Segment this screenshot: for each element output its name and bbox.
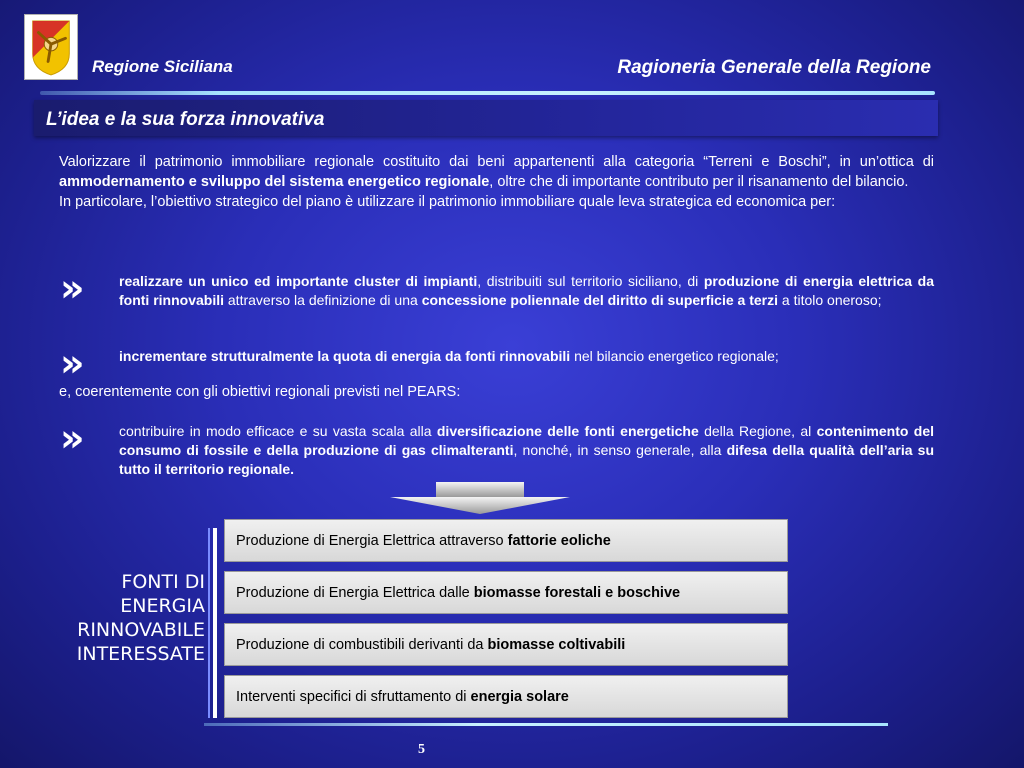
header-divider	[40, 91, 935, 95]
box-text: Produzione di combustibili derivanti da	[236, 637, 488, 653]
source-box-wind	[224, 519, 788, 562]
bullet-text-segment: della Regione, al	[698, 423, 817, 439]
bullet-emphasis: produzione di energia elettrica da fonti rinnovabili	[119, 273, 934, 308]
bullet-emphasis: contenimento del consumo di fossile e della produzione di gas climalteranti	[119, 423, 934, 458]
source-box-solar	[224, 675, 788, 718]
footer-divider	[204, 723, 888, 726]
double-chevron-icon: »	[60, 266, 79, 310]
bullet-text-segment: nel bilancio energetico regionale;	[570, 348, 779, 364]
double-chevron-icon: »	[60, 416, 79, 460]
intro-text-segment: , oltre che di importante contributo per il risanamento del bilancio.	[489, 174, 909, 190]
bullet-text-segment: , nonché, in senso generale, alla	[513, 442, 727, 458]
connector-text: e, coerentemente con gli obiettivi regionali previsti nel PEARS:	[59, 384, 461, 400]
bullet-text	[119, 422, 934, 479]
box-text: Produzione di Energia Elettrica dalle	[236, 585, 474, 601]
department-name: Ragioneria Generale della Regione	[617, 57, 931, 78]
bracket-divider	[208, 528, 210, 718]
box-emphasis: fattorie eoliche	[507, 533, 611, 549]
regione-siciliana-logo	[24, 14, 78, 80]
box-text: Produzione di Energia Elettrica attraverso	[236, 533, 508, 549]
bullet-text-segment: contribuire in modo efficace e su vasta scala alla	[119, 423, 437, 439]
label-line: ENERGIA	[120, 595, 205, 617]
renewable-sources-label	[50, 570, 205, 666]
label-line: RINNOVABILE	[77, 619, 205, 641]
bullet-emphasis: realizzare un unico ed importante cluster di impianti	[119, 273, 478, 289]
intro-text-segment: Valorizzare il patrimonio immobiliare regionale costituito dai beni appartenenti alla categoria “Terreni e Boschi”, in un’ottica di	[59, 154, 934, 170]
source-box-crop-biomass	[224, 623, 788, 666]
bullet-text	[119, 347, 934, 366]
box-emphasis: biomasse coltivabili	[487, 637, 626, 653]
bullet-text	[119, 272, 934, 310]
intro-paragraph-2: In particolare, l’obiettivo strategico del piano è utilizzare il patrimonio immobiliare quale leva strategica ed economica per:	[59, 194, 836, 210]
bullet-emphasis: difesa della qualità dell’aria su tutto il territorio regionale.	[119, 442, 934, 477]
down-arrow-icon	[390, 482, 570, 516]
bullet-emphasis: concessione poliennale del diritto di superficie a terzi	[421, 292, 778, 308]
double-chevron-icon: »	[60, 341, 79, 385]
intro-text	[59, 152, 934, 212]
box-emphasis: energia solare	[470, 689, 569, 705]
label-line: INTERESSATE	[76, 643, 205, 665]
box-emphasis: biomasse forestali e boschive	[473, 585, 681, 601]
page-number: 5	[418, 742, 425, 757]
bullet-text-segment: a titolo oneroso;	[778, 292, 882, 308]
bullet-emphasis: incrementare strutturalmente la quota di energia da fonti rinnovabili	[119, 348, 571, 364]
bullet-text-segment: attraverso la definizione di una	[224, 292, 422, 308]
intro-emphasis: ammodernamento e sviluppo del sistema energetico regionale	[59, 174, 490, 190]
org-name: Regione Siciliana	[92, 57, 233, 76]
bullet-text-segment: , distribuiti sul territorio siciliano, di	[477, 273, 704, 289]
label-line: FONTI DI	[121, 571, 205, 593]
source-box-forest-biomass	[224, 571, 788, 614]
section-title: L’idea e la sua forza innovativa	[46, 109, 325, 130]
box-text: Interventi specifici di sfruttamento di	[236, 689, 471, 705]
bullet-emphasis: diversificazione delle fonti energetiche	[436, 423, 699, 439]
bracket-divider	[213, 528, 217, 718]
intro-paragraph-1	[59, 152, 934, 192]
